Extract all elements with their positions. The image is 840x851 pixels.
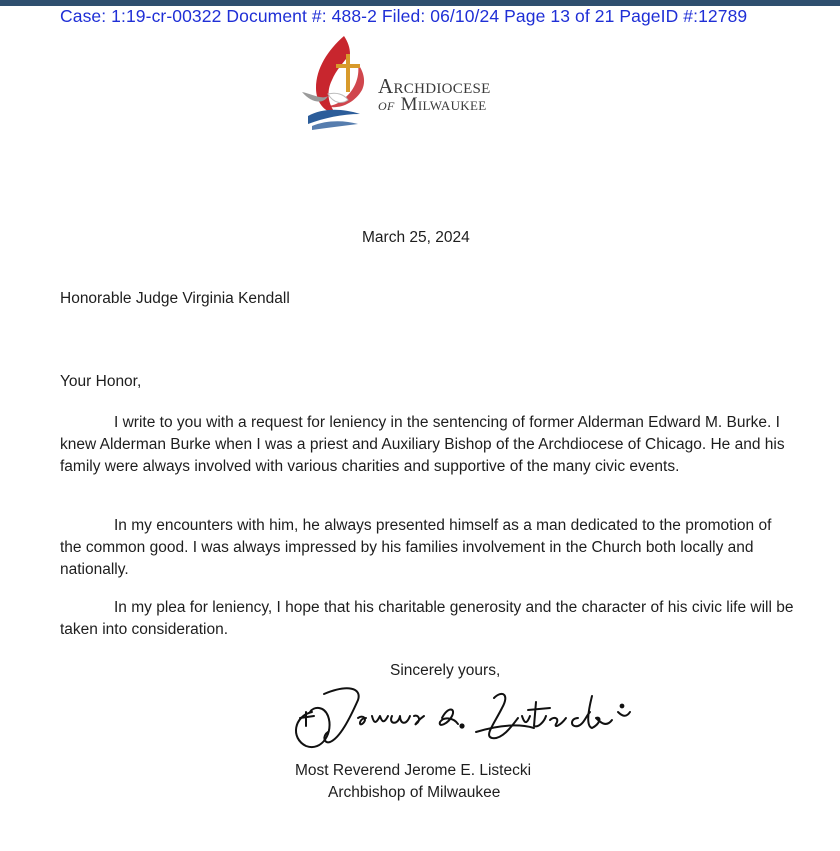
letter-date: March 25, 2024 (362, 229, 470, 246)
signatory-title: Archbishop of Milwaukee (328, 784, 501, 801)
dove-cross-logo-icon (298, 34, 378, 134)
logo-line-milwaukee (378, 94, 486, 116)
archdiocese-logo (298, 34, 538, 134)
closing: Sincerely yours, (390, 662, 501, 679)
logo-line-archdiocese: Archdiocese (378, 74, 491, 98)
paragraph-2: In my encounters with him, he always presented himself as a man dedicated to the promotion of the common good. I was always impressed by his families involvement in the Church both locally and nationally. (60, 517, 772, 578)
case-header: Case: 1:19-cr-00322 Document #: 488-2 Filed: 06/10/24 Page 13 of 21 PageID #:12789 (60, 6, 748, 26)
logo-word-of: of (378, 95, 395, 114)
logo-word-milwaukee: Milwaukee (400, 94, 487, 115)
addressee: Honorable Judge Virginia Kendall (60, 290, 290, 307)
paragraph-1: I write to you with a request for leniency in the sentencing of former Alderman Edward M. Burke. I knew Alderman Burke when I was a priest and Auxiliary Bishop of the Archdiocese of Chicago. He and his family were always involved with various charities and supportive of the many civic events. (60, 414, 785, 475)
salutation: Your Honor, (60, 373, 142, 390)
paragraph-3: In my plea for leniency, I hope that his charitable generosity and the character of his civic life will be taken into consideration. (60, 599, 794, 638)
handwritten-signature (288, 672, 638, 757)
signatory-name: Most Reverend Jerome E. Listecki (295, 762, 532, 779)
